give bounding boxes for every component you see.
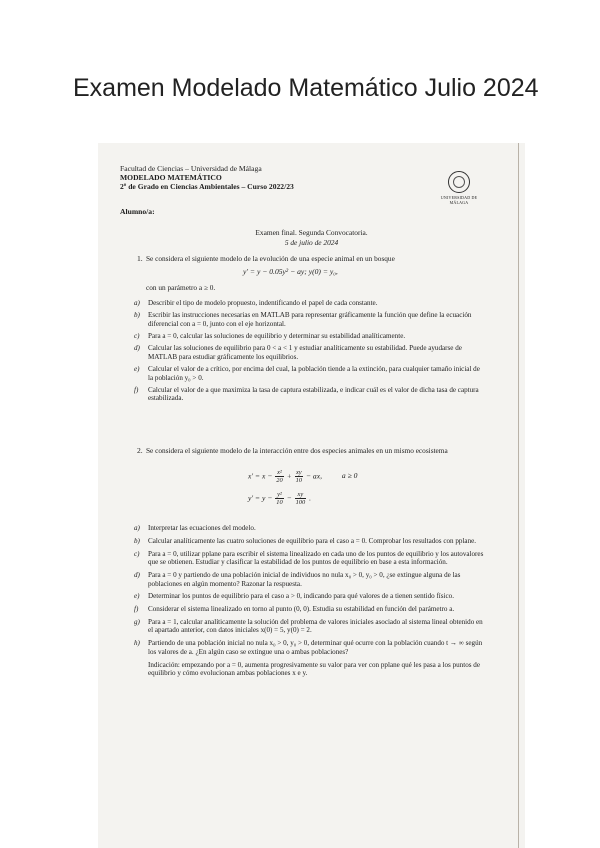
q1-equation: y′ = y − 0.05y² − ay; y(0) = y₀, [243, 267, 338, 276]
q2-item-h [134, 639, 486, 656]
degree-line: 2º de Grado en Ciencias Ambientales – Curso 2022/23 [120, 182, 294, 191]
item-text: Interpretar las ecuaciones del modelo. [148, 524, 256, 532]
eq-x-frac-1 [275, 469, 283, 484]
frac-den: 10 [295, 477, 302, 484]
q1-item-a [134, 299, 484, 308]
item-label: h) [134, 639, 140, 648]
q2-stem: Se considera el siguiente modelo de la interacción entre dos especies animales en un mismo ecosistema [146, 446, 448, 455]
item-text: Calcular el valor de a que maximiza la tasa de captura estabilizada, e indicar cuál es el valor de dicha tasa de captura estabilizada. [148, 385, 479, 403]
item-label: a) [134, 299, 140, 307]
q2-items-list [134, 524, 486, 682]
student-label: Alumno/a: [120, 207, 155, 216]
item-text: Calcular las soluciones de equilibrio para 0 < a < 1 y estudiar analíticamente su estabilidad. Puede ayudarse de MATLAB para estudiar gráficamente los equilibrios. [148, 344, 462, 361]
item-label: f) [134, 385, 139, 394]
item-label: b) [134, 311, 140, 320]
item-text: Para a = 0 y partiendo de una población inicial de individuos no nula x₀ > 0, y₀ > 0, ¿se extingue alguna de las poblaciones en algún momento? Razonar la respuesta. [148, 570, 461, 588]
university-seal-icon [448, 171, 470, 193]
eq-y-lhs: y′ = y − [248, 493, 273, 503]
exam-heading [98, 228, 525, 247]
frac-den: 20 [276, 477, 283, 484]
q1-item-f [134, 386, 484, 403]
item-text: Calcular el valor de a crítico, por encima del cual, la población tiende a la extinción, para cualquier tamaño inicial de la población y₀ > 0. [148, 364, 480, 382]
item-label: d) [134, 344, 140, 353]
eq-y-tail: . [309, 493, 311, 503]
item-label: c) [134, 549, 140, 558]
q1-item-c [134, 332, 484, 341]
item-label: a) [134, 524, 140, 532]
item-label: e) [134, 364, 140, 373]
eq-y-frac-1 [275, 491, 283, 506]
item-text: Para a = 0, utilizar pplane para escribir el sistema linealizado en cada uno de los puntos de equilibrio y los autovalores que se obtienen. Estudiar y clasificar la estabilidad de los puntos de equilibrio en base a esta información. [148, 549, 484, 567]
eq-x-tail: − ax, [305, 471, 322, 481]
frac-num: xy [295, 491, 307, 499]
q2-equation-y [248, 491, 311, 506]
hint-text: Indicación: empezando por a = 0, aumenta progresivamente su valor para ver con pplane qué les pasa a los puntos de equilibrio y cómo evolucionan ambas poblaciones x e y. [148, 660, 480, 678]
q1-stem: Se considera el siguiente modelo de la evolución de una especie animal en un bosque [146, 254, 395, 263]
item-text: Describir el tipo de modelo propuesto, indentificando el papel de cada constante. [148, 299, 378, 307]
q2-item-a [134, 524, 486, 533]
scanned-exam-page [98, 143, 525, 848]
university-logo [436, 171, 482, 205]
eq-x-frac-2 [295, 469, 303, 484]
item-text: Considerar el sistema linealizado en torno al punto (0, 0). Estudia su estabilidad en función del parámetro a. [148, 605, 455, 614]
exam-title: Examen final. Segunda Convocatoria. [255, 228, 368, 237]
scan-page-edge [518, 143, 520, 848]
eq-x-lhs: x′ = x − [248, 471, 273, 481]
eq-y-frac-2 [295, 491, 307, 506]
frac-den: 100 [295, 499, 306, 506]
frac-num: xy [295, 469, 302, 476]
item-label: f) [134, 605, 139, 614]
item-label: b) [134, 536, 140, 545]
eq-param: a ≥ 0 [341, 471, 358, 481]
frac-den: 10 [276, 499, 283, 506]
logo-caption: UNIVERSIDAD DE MÁLAGA [440, 195, 478, 205]
item-text: Calcular analíticamente las cuatro soluciones de equilibrio para el caso a = 0. Comprobar los resultados con pplane. [148, 536, 477, 545]
item-text: Partiendo de una población inicial no nula x₀ > 0, y₀ > 0, determinar qué ocurre con la población cuando t → ∞ según los valores de a. ¿En algún caso se extingue una o ambas poblaciones? [148, 639, 483, 656]
item-label: e) [134, 592, 140, 601]
q1-item-d [134, 344, 484, 361]
page-title: Examen Modelado Matemático Julio 2024 [73, 74, 539, 102]
item-label: d) [134, 570, 140, 579]
frac-num: y² [277, 491, 282, 498]
subject-line: MODELADO MATEMÁTICO [120, 173, 222, 182]
q2-item-e [134, 592, 486, 601]
q2-item-g [134, 618, 486, 635]
q2-equation-x [248, 469, 357, 484]
item-text: Escribir las instrucciones necesarias en MATLAB para representar gráficamente la función que define la ecuación diferencial con a = 0, junto con el eje horizontal. [148, 311, 472, 328]
q2-item-f [134, 605, 486, 614]
q1-param: con un parámetro a ≥ 0. [146, 283, 216, 292]
exam-date: 5 de julio de 2024 [284, 237, 339, 247]
item-label: c) [134, 331, 140, 340]
item-label: g) [134, 617, 140, 626]
faculty-line: Facultad de Ciencias – Universidad de Málaga [120, 164, 262, 173]
q1-items-list [134, 299, 484, 407]
eq-y-op: − [286, 493, 292, 503]
q2-item-d [134, 571, 486, 588]
frac-num: x² [277, 469, 282, 476]
q2-item-b [134, 537, 486, 546]
item-text: Determinar los puntos de equilibrio para el caso a > 0, indicando para qué valores de a tienen sentido físico. [148, 592, 454, 601]
eq-x-op: + [286, 471, 292, 481]
item-text: Para a = 0, calcular las soluciones de equilibrio y determinar su estabilidad analíticamente. [148, 331, 406, 340]
item-text: Para a = 1, calcular analíticamente la solución del problema de valores iniciales asociado al sistema lineal obtenido en el apartado anterior, con datos iniciales x(0) = 5, y(0) = 2. [148, 617, 483, 635]
q2-item-c [134, 550, 486, 567]
q1-item-e [134, 365, 484, 382]
exam-header [120, 164, 294, 191]
q1-number: 1. [137, 254, 143, 263]
q1-item-b [134, 311, 484, 328]
q2-number: 2. [137, 446, 143, 455]
q2-hint [134, 661, 486, 678]
